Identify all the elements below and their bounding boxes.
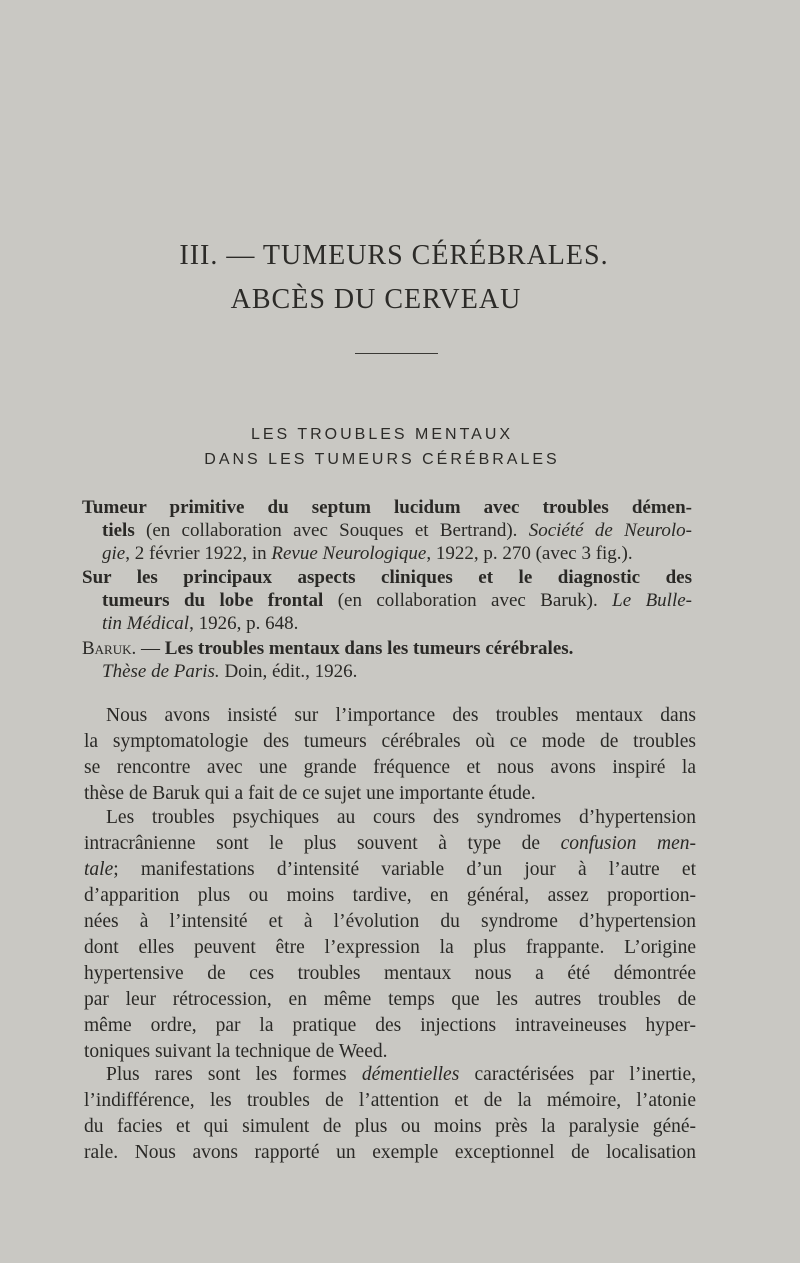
reference-2-title-cont: tumeurs du lobe frontal <box>102 590 324 611</box>
reference-3-dash: — <box>136 638 165 659</box>
chapter-title-line-2: ABCÈS DU CERVEAU <box>230 284 522 315</box>
paragraph-line: du facies et qui simulent de plus ou moins près la paralysie géné- <box>84 1116 696 1137</box>
reference-1-line-2 <box>82 519 692 542</box>
reference-2-collab: (en collaboration avec Baruk). <box>323 590 613 611</box>
paragraph-line: toniques suivant la technique de Weed. <box>84 1041 388 1062</box>
reference-2-line-3 <box>82 612 692 635</box>
reference-1-line-3 <box>82 542 692 565</box>
paragraph-1 <box>84 703 696 807</box>
section-title-line-1: LES TROUBLES MENTAUX <box>250 426 514 443</box>
paragraph-line <box>84 857 696 883</box>
reference-1-journal: Société de Neurolo- <box>528 520 692 541</box>
paragraph-line: hypertensive de ces troubles mentaux nous a été démontrée <box>84 963 696 984</box>
reference-3-author: Baruk. <box>82 638 137 659</box>
paragraph-line: se rencontre avec une grande fréquence et nous avons inspiré la <box>84 757 696 778</box>
paragraph-line <box>84 1062 696 1088</box>
reference-2 <box>82 566 692 635</box>
paragraph-line: par leur rétrocession, en même temps que les autres troubles de <box>84 989 696 1010</box>
paragraph-line: Les troubles psychiques au cours des syndromes d’hypertension <box>106 807 696 828</box>
paragraph-2 <box>84 805 696 1065</box>
reference-3-title: Les troubles mentaux dans les tumeurs cérébrales. <box>164 638 574 659</box>
reference-3-line-2 <box>82 660 692 683</box>
paragraph-line: même ordre, par la pratique des injections intraveineuses hyper- <box>84 1015 696 1036</box>
reference-1-collab: (en collaboration avec Souques et Bertrand). <box>134 520 529 541</box>
title-divider <box>355 353 438 354</box>
reference-1 <box>82 496 692 565</box>
paragraph-text: Plus rares sont les formes <box>106 1064 362 1085</box>
paragraph-emphasis: tale <box>84 859 114 880</box>
paragraph-3 <box>84 1062 696 1166</box>
paragraph-line: la symptomatologie des tumeurs cérébrales où ce mode de troubles <box>84 731 696 752</box>
paragraph-line: nées à l’intensité et à l’évolution du syndrome d’hypertension <box>84 911 696 932</box>
paragraph-emphasis: confusion men- <box>560 833 696 854</box>
paragraph-line: thèse de Baruk qui a fait de ce sujet une importante étude. <box>84 783 536 804</box>
paragraph-line <box>84 831 696 857</box>
reference-3-line-1 <box>82 637 692 660</box>
reference-2-journal-cont: tin Médical <box>102 613 190 634</box>
reference-2-journal: Le Bulle- <box>612 590 692 611</box>
reference-2-line-2 <box>82 589 692 612</box>
paragraph-text: intracrânienne sont le plus souvent à type de <box>84 833 561 854</box>
reference-1-journal-cont: gie <box>102 543 126 564</box>
reference-2-title: Sur les principaux aspects cliniques et le diagnostic des <box>82 567 692 588</box>
reference-1-title: Tumeur primitive du septum lucidum avec troubles démen- <box>82 497 692 518</box>
paragraph-line: l’indifférence, les troubles de l’attention et de la mémoire, l’atonie <box>84 1090 696 1111</box>
reference-1-review: Revue Neurologique <box>271 543 427 564</box>
paragraph-text: ; manifestations d’intensité variable d’un jour à l’autre et <box>113 859 696 880</box>
reference-1-pages: , 1922, p. 270 (avec 3 fig.). <box>426 543 633 564</box>
reference-1-date: , 2 février 1922, in <box>125 543 272 564</box>
paragraph-line: rale. Nous avons rapporté un exemple exceptionnel de localisation <box>84 1142 696 1163</box>
reference-3 <box>82 637 692 683</box>
paragraph-emphasis: démentielles <box>361 1064 460 1085</box>
chapter-title-line-1: III. — TUMEURS CÉRÉBRALES. <box>179 240 609 271</box>
section-title-line-2: DANS LES TUMEURS CÉRÉBRALES <box>204 451 560 468</box>
reference-1-title-cont: tiels <box>102 520 135 541</box>
paragraph-text: caractérisées par l’inertie, <box>459 1064 697 1085</box>
reference-3-publisher: Doin, édit., 1926. <box>219 661 358 682</box>
reference-2-pages: , 1926, p. 648. <box>189 613 299 634</box>
reference-3-thesis: Thèse de Paris. <box>102 661 220 682</box>
paragraph-line: Nous avons insisté sur l’importance des troubles mentaux dans <box>106 705 696 726</box>
paragraph-line: dont elles peuvent être l’expression la plus frappante. L’origine <box>84 937 696 958</box>
paragraph-line: d’apparition plus ou moins tardive, en général, assez proportion- <box>84 885 696 906</box>
